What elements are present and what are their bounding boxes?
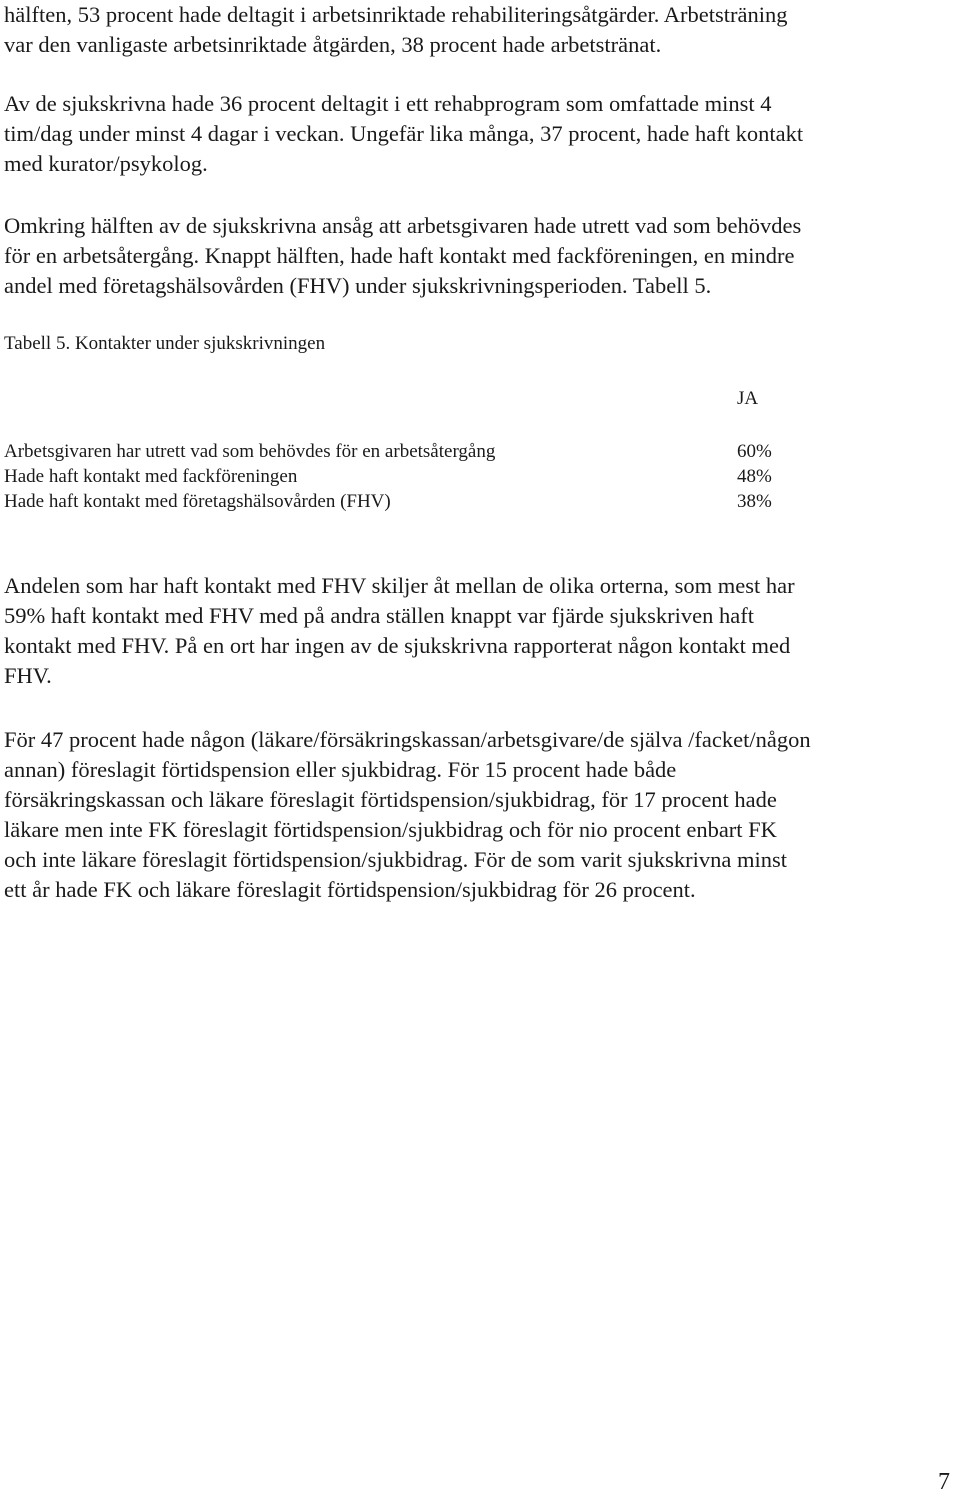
table-row-label: Arbetsgivaren har utrett vad som behövdes för en arbetsåtergång bbox=[4, 441, 496, 462]
page-number: 7 bbox=[938, 1469, 950, 1495]
text-line: ett år hade FK och läkare föreslagit förtidspension/sjukbidrag för 26 procent. bbox=[4, 877, 696, 902]
text-line: med kurator/psykolog. bbox=[4, 151, 208, 176]
text-line: tim/dag under minst 4 dagar i veckan. Ungefär lika många, 37 procent, hade haft kontakt bbox=[4, 121, 804, 146]
text-line: Av de sjukskrivna hade 36 procent deltagit i ett rehabprogram som omfattade minst 4 bbox=[4, 91, 772, 116]
paragraph-fhv-contacts bbox=[4, 571, 795, 691]
text-line: läkare men inte FK föreslagit förtidspension/sjukbidrag och för nio procent enbart FK bbox=[4, 817, 777, 842]
text-line: Omkring hälften av de sjukskrivna ansåg att arbetsgivaren hade utrett vad som behövdes bbox=[4, 213, 802, 238]
paragraph-rehab-program bbox=[4, 89, 803, 179]
table-row bbox=[4, 464, 804, 489]
table-row-label: Hade haft kontakt med företagshälsovården (FHV) bbox=[4, 491, 391, 512]
table-row-value: 48% bbox=[737, 466, 772, 487]
table-caption: Tabell 5. Kontakter under sjukskrivningen bbox=[4, 333, 326, 354]
text-line: För 47 procent hade någon (läkare/försäkringskassan/arbetsgivare/de själva /facket/någon bbox=[4, 727, 811, 752]
paragraph-employer-contacts bbox=[4, 211, 801, 301]
text-line: annan) föreslagit förtidspension eller sjukbidrag. För 15 procent hade både bbox=[4, 757, 677, 782]
table-row-value: 38% bbox=[737, 491, 772, 512]
text-line: andel med företagshälsovården (FHV) under sjukskrivningsperioden. Tabell 5. bbox=[4, 273, 712, 298]
text-line: för en arbetsåtergång. Knappt hälften, hade haft kontakt med fackföreningen, en mindre bbox=[4, 243, 795, 268]
text-line: FHV. bbox=[4, 663, 52, 688]
text-line: Andelen som har haft kontakt med FHV skiljer åt mellan de olika orterna, som mest har bbox=[4, 573, 795, 598]
table-row-label: Hade haft kontakt med fackföreningen bbox=[4, 466, 298, 487]
text-line: försäkringskassan och läkare föreslagit förtidspension/sjukbidrag, för 17 procent hade bbox=[4, 787, 777, 812]
text-line: och inte läkare föreslagit förtidspension/sjukbidrag. För de som varit sjukskrivna minst bbox=[4, 847, 787, 872]
paragraph-rehabilitation bbox=[4, 0, 787, 60]
table-row bbox=[4, 439, 804, 464]
text-line: var den vanligaste arbetsinriktade åtgärden, 38 procent hade arbetstränat. bbox=[4, 32, 662, 57]
table-column-header: JA bbox=[737, 388, 759, 409]
text-line: 59% haft kontakt med FHV med på andra ställen knappt var fjärde sjukskriven haft bbox=[4, 603, 755, 628]
text-line: kontakt med FHV. På en ort har ingen av de sjukskrivna rapporterat någon kontakt med bbox=[4, 633, 791, 658]
table-row-value: 60% bbox=[737, 441, 772, 462]
paragraph-pension-proposals bbox=[4, 725, 811, 905]
text-line: hälften, 53 procent hade deltagit i arbetsinriktade rehabiliteringsåtgärder. Arbetsträning bbox=[4, 2, 788, 27]
table-row bbox=[4, 489, 804, 514]
